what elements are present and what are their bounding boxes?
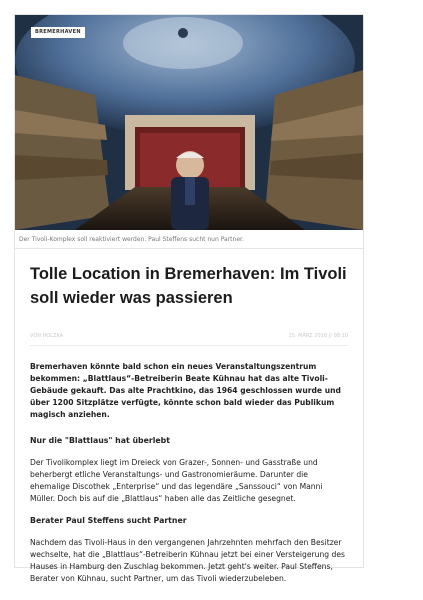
section-heading-1: Nur die "Blattlaus" hat überlebt xyxy=(30,436,170,445)
article-title: Tolle Location in Bremerhaven: Im Tivoli soll wieder was passieren xyxy=(30,265,347,307)
date-label: 15. MÄRZ 2018 // 08:10 xyxy=(288,333,348,339)
article-body xyxy=(30,361,348,595)
photo-caption: Der Tivoli-Komplex soll reaktiviert werden. Paul Steffens sucht nun Partner. xyxy=(19,236,244,243)
article-meta xyxy=(30,333,348,339)
article-paragraph-2: Nachdem das Tivoli-Haus in den vergangenen Jahrzehnten mehrfach den Besitzer wechselte, hat die „Blattlaus“-Betreiberin Kühnau jetzt bei einer Versteigerung des Hauses in Hamburg den Zuschlag bekommen. Jetzt geht's weiter. Paul Steffens, Berater von Kühnau, sucht Partner, um das Tivoli wiederzubeleben. xyxy=(30,538,345,583)
category-badge[interactable]: BREMERHAVEN xyxy=(31,27,85,38)
section-heading-2: Berater Paul Steffens sucht Partner xyxy=(30,516,187,525)
article-card xyxy=(14,14,364,583)
meta-divider xyxy=(30,345,348,346)
article-photo[interactable] xyxy=(15,15,363,230)
author-label[interactable]: VON HOLZKA xyxy=(30,333,64,339)
article-lead: Bremerhaven könnte bald schon ein neues Veranstaltungszentrum bekommen: „Blattlaus“-Betreiberin Beate Kühnau hat das alte Tivoli-Gebäude gekauft. Das alte Prachtkino, das 1964 geschlossen wurde und über 1200 Sitzplätze verfügte, könnte schon bald wieder das Publikum magisch anziehen. xyxy=(30,362,341,419)
divider xyxy=(15,248,363,249)
theater-interior-photo xyxy=(15,15,363,230)
article-paragraph-1: Der Tivolikomplex liegt im Dreieck von Grazer-, Sonnen- und Gasstraße und beherbergt etliche Veranstaltungs- und Gastronomieräume. Darunter die ehemalige Discothek „Enterprise“ und das legendäre „Sanssouci“ von Manni Müller. Doch bis auf die „Blattlaus“ haben alle das Zeitliche gesegnet. xyxy=(30,458,323,503)
